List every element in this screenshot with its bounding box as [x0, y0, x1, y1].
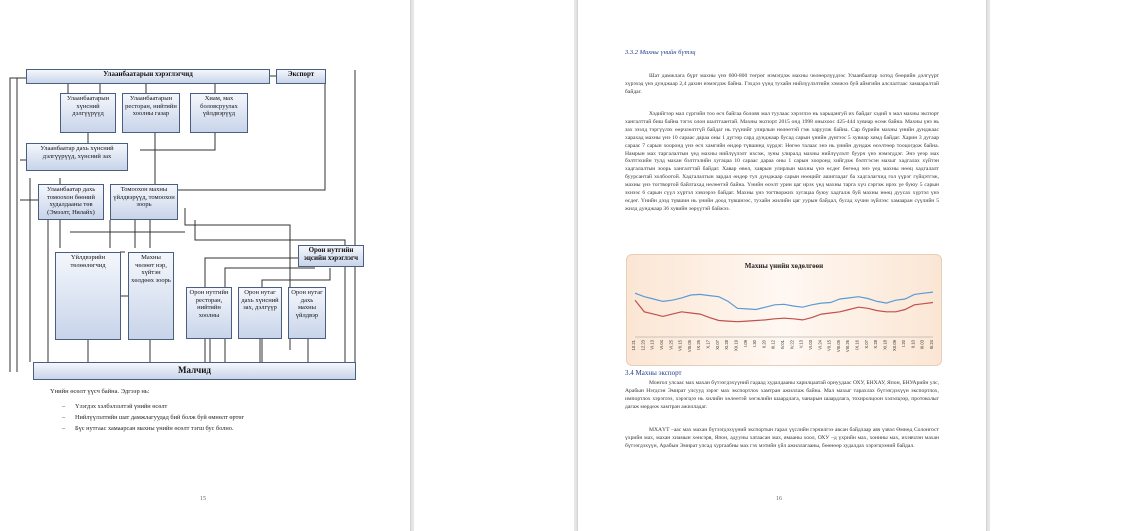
paragraph-2: Хэдийгээр мал сүргийн тоо өсч байгаа боловч мал туулаас хэрэглээ нь харьцангуй их байдаг хэдий ч мал махны экспорт хангалттай биш байна тэгэх олон шалтгаантай. Махны экспорт 2015 онд 1998 оныхоос 425-444 хувиар өсөж байна. Махны үнэ нь зах зээлд тэргүүлэх өөрчлөлтгүй байдаг нь түүнийг улирлын нөлөөтэй гэж харуулж байна. Сар бүрийн махны үнийн дунджаас харахад махны үнэ 10 сараас дараа оны 1 дүгээр сард дунджаар бусад сарын үнийн дүнгээс 5 хувиар хямд байдаг. Харин 3 дугаар сараас 7 сарын хооронд үнэ өсч хамгийн өндөр түвшинд хүрдэг. Нөгөө талаас энэ нь үнийн дундаж өсөлтөөр тооцогдож байна. Намрын мах таргалалтын үед махны нийлүүлэлт ихсэж, зуны улиралд махны нийлүүлэлт буурч үнэ нэмэгддэг. Энэ үеэр мах бэлтгэхийн тулд махан бэлтгэлийн хугацаа 10 сараас дараа оны 1 сарын хооронд хийгдэж бэлтгэсэн махыг хадгалах хүйтэн хадгалалтын зоорь хангалттай байдаг. Хавар өвөл, хаврын улирлын махны үнэ өсдөг бөгөөд энэ үед махны нөөц хадгалалт буурсантай холбоотой. Хадгалалтын зардал өндөр тул дунджаар сарын нөөцийг ашигладаг ба хадгалагчид гол үүрэг гүйцэтгэж, махны үнэ тогтвортой байлгахад нөлөөтэй байна. Үнийн өсөлт урин цаг ирэх үед махны тарга хүч сэргэж ирэх үе буюу 5 сарын эхнээс 6 сарын сүүл хүртэл хэвээрээ байдаг. Махны үнэ тогтворжих хугацаа буюу хадгалж буй махны нөөц дуусах хүртэл үнэ өсдөг. Үнийн дээд түвшин нь үнийн доод түвшнээс, тухайн жилийн цаг уурын байдал, бусад хүчин зүйлээс хамааран сүүлийн 5 жилд дунджаар 36 хувийн зөрүүтэй байжээ.	[625, 111, 939, 212]
chart-svg	[627, 255, 941, 365]
x-tick-label: VI.03	[807, 340, 813, 350]
x-tick-label: XII.19	[733, 340, 739, 351]
section-heading-export: 3.4 Махны экспорт	[625, 369, 682, 377]
x-tick-label: VIII.05	[835, 340, 841, 353]
x-tick-label: III.03	[919, 340, 925, 350]
x-tick-label: I.09	[742, 340, 748, 347]
margin-right	[990, 0, 1142, 531]
ub-food-markets-box: Улаанбаатар дахь хүнсний дэлгүүрүүд, хүнсний зах	[26, 143, 128, 171]
margin-left	[414, 0, 574, 531]
x-tick-label: V.13	[798, 340, 804, 349]
page-number: 16	[776, 496, 782, 502]
x-tick-label: VI.04	[658, 340, 664, 350]
x-tick-label: XI.07	[714, 340, 720, 350]
x-tick-label: X.28	[873, 340, 879, 349]
section-heading: 3.3.2 Махны үнийн бүтэц	[625, 49, 696, 56]
page-divider	[410, 0, 411, 531]
x-tick-label: 12.23	[640, 340, 646, 351]
bullet-dash: –	[62, 425, 66, 432]
x-tick-label: VI.25	[668, 340, 674, 350]
x-tick-label: VIII.26	[845, 340, 851, 353]
bullet-dash: –	[62, 403, 66, 410]
x-tick-label: IV.01	[780, 340, 785, 350]
ub-consumers-box: Улаанбаатарын хэрэглэгчид	[26, 69, 270, 84]
paragraph-1: Шат дамжлага бүрт махны үнэ 600-800 төгрөг нэмэгдэж махны чөлөөрлүүдээс Улаанбаатар хотод бөөрийн дэлгүүрт хүрэхэд үнэ дунджаар 2,4 дахин нэмэгдэж байна. Гэхдээ үүнд тухайн нийлүүлэлтийн хэмжээ буй аймгийн алслалтаас хамааралтай байдаг.	[625, 73, 939, 95]
bullet-dash: –	[62, 414, 66, 421]
x-tick-label: XII.09	[891, 340, 897, 351]
x-tick-label: I.30	[752, 340, 758, 347]
chart-title: Махны үнийн хөдөлгөөн	[744, 262, 824, 270]
bullet-item: Бүс нутгаас хамаарсан махны үнийн өсөлт тэгш бус болно.	[75, 425, 234, 432]
x-tick-label: 10.21	[631, 340, 636, 351]
paragraph-3: Монгол улсаас мах махан бүтээгдэхүүний гадаад худалдааны харилцаатай орнуудаас ОХУ, БНХАУ, Япон, БНУАрийн улс, Арабын Нэгдсэн Эмират улсууд зэрэг мах экспортлох хамтран ажиллаж байна. Мал махыг тарахлах бүтээгдэхүүн экспортлох, импортлох хэрэглээ, хэрэгцээ нь хилийн хөлөөтэй хөгжлийн шаардлага, чанарын шаардлага, тохиролцоон хэлэлцээр, протоколыг дагаж мөрдөж хамтран ажилладаг.	[625, 380, 939, 410]
x-tick-label: IX.16	[854, 340, 860, 350]
page-number: 15	[200, 496, 206, 502]
bullet-item: Үзэгдэх хэлбэлзэлтэй үнийн өсөлт	[75, 403, 168, 410]
x-tick-label: VII.15	[677, 340, 683, 351]
x-tick-label: XI.18	[882, 340, 888, 350]
x-tick-label: IV.22	[789, 340, 795, 350]
herders-box: Малчид	[33, 362, 356, 380]
x-tick-label: I.20	[901, 340, 907, 347]
x-tick-label: II.20	[761, 340, 767, 349]
local-stores-box: Орон нутаг дахь хүнсний зах, дэлгүүр	[238, 287, 282, 339]
x-tick-label: VI.24	[817, 340, 823, 350]
x-tick-label: VI.13	[649, 340, 655, 350]
ub-stores-box: Улаанбаатарын хүнсний дэлгүүрүүд	[60, 93, 116, 133]
series-line-1	[635, 300, 933, 322]
page-divider	[577, 0, 578, 531]
x-tick-label: VIII.05	[686, 340, 692, 353]
price-chart	[626, 254, 942, 366]
bullet-item: Нийлүүлэлтийн шат дамжлагуудад бий болж буй өмнөлт өртөг	[75, 414, 245, 421]
intro-text: Үнийн өсөлт үүсч байна. Эдгээр нь:	[50, 388, 150, 395]
large-processors-box: Томоохон махны үйлдвэрүүд, томоохон зоорь	[110, 184, 178, 220]
meat-processors-box: Хиам, мах боловсруулах үйлдвэрүүд	[190, 93, 248, 133]
x-tick-label: X.17	[705, 340, 711, 349]
page-divider	[986, 0, 987, 531]
x-tick-label: VII.15	[826, 340, 832, 351]
storage-box: Махны чөлөөт нэр, хүйтэн хөлдөөх зоорь	[128, 252, 174, 340]
x-tick-label: X.07	[863, 340, 869, 349]
x-tick-label: III.12	[770, 340, 776, 350]
export-box: Экспорт	[276, 69, 326, 84]
local-meat-plants-box: Орон нутаг дахь махны үйлдвэр	[288, 287, 326, 339]
x-tick-label: IX.26	[696, 340, 702, 350]
x-tick-label: III.24	[929, 340, 934, 350]
series-line-0	[635, 292, 933, 309]
traders-box: Үйлдвэрийн төлөөлөгчид	[55, 252, 121, 340]
x-tick-label: XI.28	[724, 340, 730, 350]
x-tick-label: II.10	[910, 340, 916, 349]
paragraph-4: МХАҮТ –аас мах махан бүтээгдэхүүний экспортын гарал үүслийн гэрчилгээ авсан байдлаар авч үзвэл Өмнөд Солонгост үхрийн мах, махан хиамын хөнсэрв, Япон, адууны хатаасан мах, ямааны хоол, ОХУ –д үхрийн мах, хонины мах, ихэвчлэн махан бүтээгдэхүүн, Арабын Эмират улсад хургаабны мах гэх мэтийн үйл ажиллагааны, бөөнөөр худалдах хэрэгцээний байдал.	[625, 427, 939, 449]
ub-restaurants-box: Улаанбаатарын ресторан, нийтийн хоолны газар	[122, 93, 180, 133]
ub-wholesale-markets-box: Улаанбаатар дахь томоохон бөөний худалдааны төв (Эмээлт, Нялайх)	[38, 184, 104, 220]
local-consumers-box: Орон нутгийн эцсийн хэрэглэгч	[298, 245, 364, 267]
local-restaurants-box: Орон нутгийн ресторан, нийтийн хоолны	[186, 287, 232, 339]
